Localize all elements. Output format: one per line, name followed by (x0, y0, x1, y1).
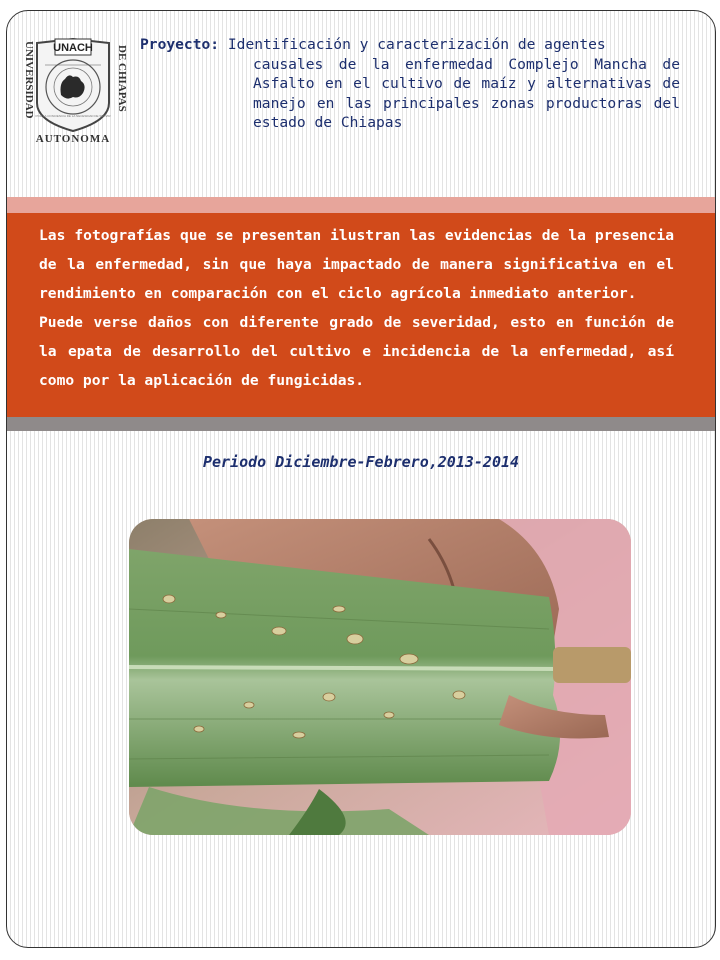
corn-leaf-photo (129, 519, 631, 835)
logo-university-text: UNIVERSIDAD (23, 41, 35, 119)
logo-autonoma-text: AUTONOMA (35, 133, 111, 145)
description-text (39, 221, 674, 395)
period-caption: Periodo Diciembre-Febrero,2013-2014 (202, 453, 520, 471)
description-band (7, 213, 715, 417)
gray-band (7, 417, 715, 431)
logo-ring-text: POR LA CONCIENCIA DE LA NECESIDAD DE SERVIR (35, 114, 111, 118)
header (7, 11, 715, 197)
logo-chiapas-text: DE CHIAPAS (116, 45, 128, 112)
description-paragraph-1: Las fotografías que se presentan ilustran las evidencias de la presencia de la enfermedad, sin que haya impactado de manera significativa en el rendimiento en comparación con el ciclo agrícola inmediato anterior. (39, 227, 674, 302)
project-title-line1 (140, 35, 680, 55)
pink-band (7, 197, 715, 213)
project-label: Proyecto: (140, 36, 220, 53)
project-title-first: Identificación y caracterización de agentes (227, 36, 606, 53)
logo-badge-text: UNACH (53, 42, 93, 54)
project-title-rest: causales de la enfermedad Complejo Mancha de Asfalto en el cultivo de maíz y alternativas de manejo en las principales zonas productoras del estado de Chiapas (253, 55, 680, 131)
page-frame (6, 10, 716, 948)
description-paragraph-2: Puede verse daños con diferente grado de severidad, esto en función de la epata de desarrollo del cultivo e incidencia de la enfermedad, así como por la aplicación de fungicidas. (39, 314, 674, 389)
corn-leaf-illustration (129, 519, 631, 835)
project-title (140, 35, 680, 133)
unach-logo (15, 33, 135, 145)
